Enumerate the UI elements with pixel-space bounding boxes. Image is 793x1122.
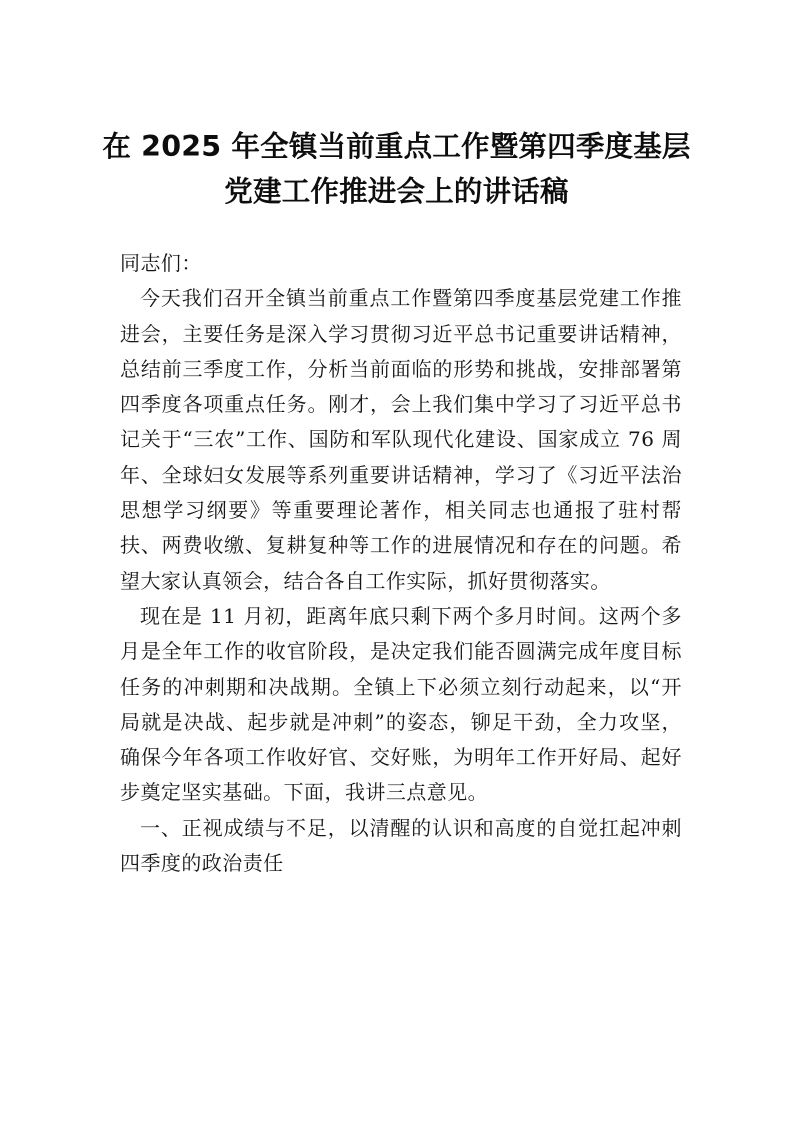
- salutation: 同志们：: [120, 251, 202, 275]
- paragraph-opening: 今天我们召开全镇当前重点工作暨第四季度基层党建工作推进会，主要任务是深入学习贯彻习近平总书记重要讲话精神，总结前三季度工作，分析当前面临的形势和挑战，安排部署第四季度各项重点任务。刚才，会上我们集中学习了习近平总书记关于“三农”工作、国防和军队现代化建设、国家成立 76 周年、全球妇女发展等系列重要讲话精神，学习了《习近平法治思想学习纲要》等重要理论著作，相关同志也通报了驻村帮扶、两费收缴、复耕复种等工作的进展情况和存在的问题。希望大家认真领会，结合各自工作实际，抓好贯彻落实。: [120, 286, 682, 593]
- document-body: [120, 246, 682, 881]
- document-title: 在 2025 年全镇当前重点工作暨第四季度基层党建工作推进会上的讲话稿: [102, 130, 691, 208]
- section-heading-one: 一、正视成绩与不足，以清醒的认识和高度的自觉扛起冲刺四季度的政治责任: [120, 815, 682, 876]
- paragraph-current-situation: 现在是 11 月初，距离年底只剩下两个多月时间。这两个多月是全年工作的收官阶段，是决定我们能否圆满完成年度目标任务的冲刺期和决战期。全镇上下必须立刻行动起来，以“开局就是决战、起步就是冲刺”的姿态，铆足干劲，全力攻坚，确保今年各项工作收好官、交好账，为明年工作开好局、起好步奠定坚实基础。下面，我讲三点意见。: [120, 603, 682, 805]
